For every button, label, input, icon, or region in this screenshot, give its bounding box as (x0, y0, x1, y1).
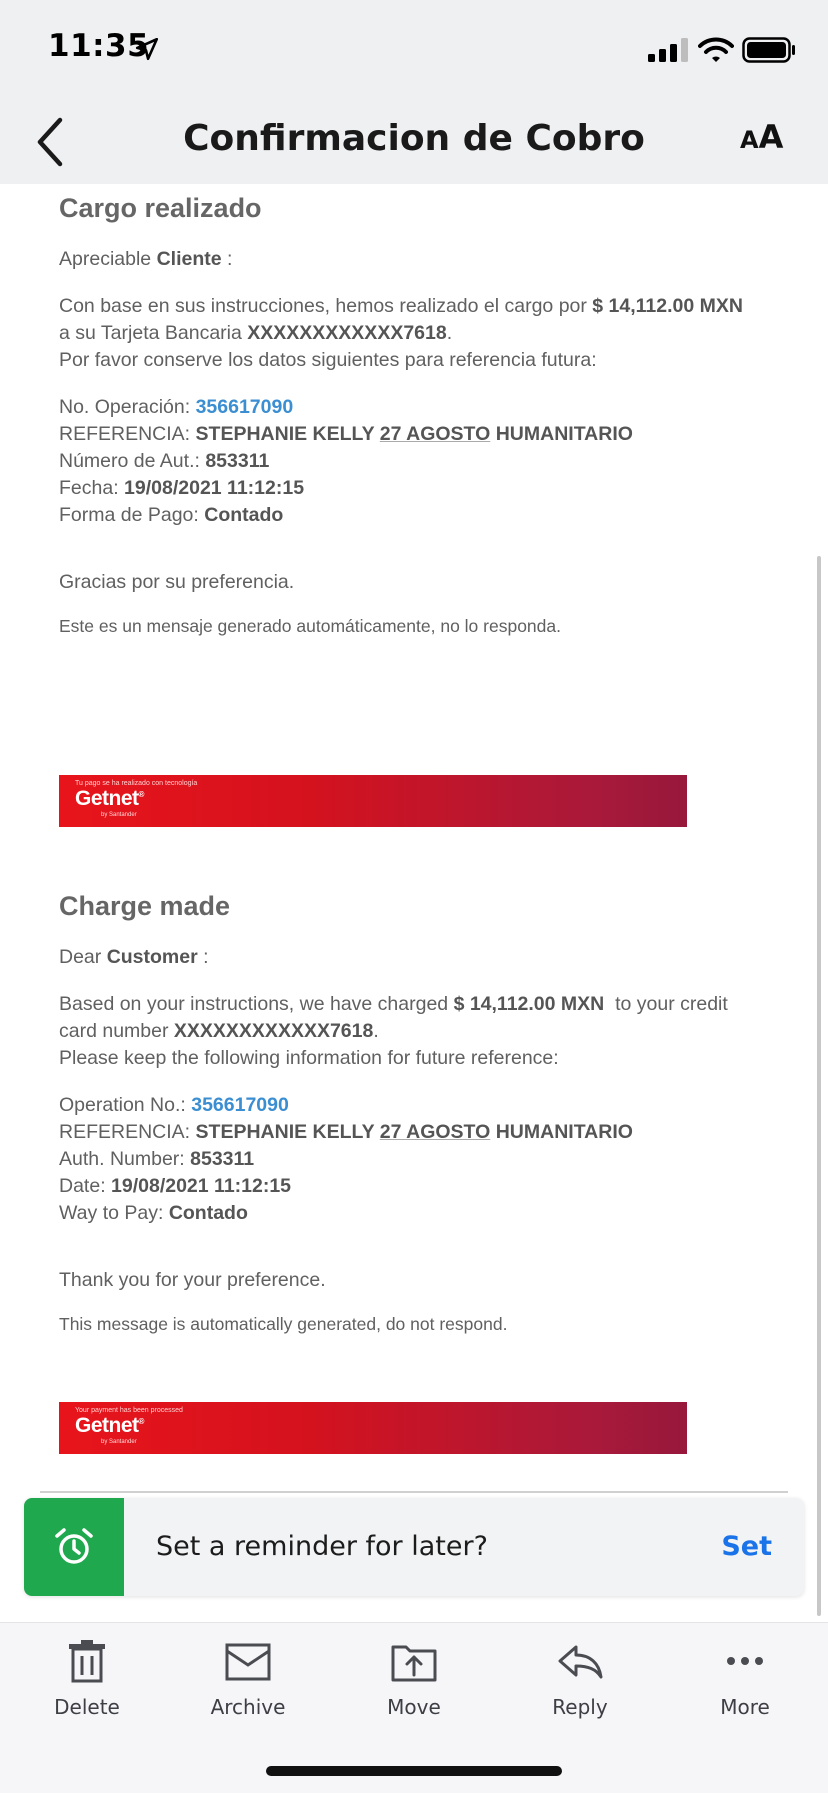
auth-label: Auth. Number: (59, 1148, 191, 1170)
date-label: Date: (59, 1175, 112, 1197)
heading-es: Cargo realizado (59, 193, 262, 223)
greeting-prefix: Dear (59, 946, 107, 968)
date-value: 19/08/2021 11:12:15 (111, 1175, 292, 1197)
text-size-button[interactable] (740, 118, 783, 156)
charge-paragraph-en (59, 991, 759, 1072)
reference-part-3: HUMANITARIO (490, 1121, 633, 1143)
more-dots-icon (721, 1639, 769, 1683)
home-indicator[interactable] (266, 1766, 562, 1776)
auto-message-en: This message is automatically generated, do not respond. (59, 1314, 508, 1334)
trash-icon (67, 1639, 107, 1683)
operation-label: Operation No.: (59, 1094, 192, 1116)
getnet-banner-en (59, 1402, 687, 1454)
archive-button[interactable] (188, 1639, 308, 1719)
email-body-english (59, 888, 759, 1338)
greeting-suffix: : (197, 946, 209, 968)
payment-value: Contado (204, 504, 284, 526)
reminder-icon-box (24, 1498, 124, 1596)
page-title: Confirmacion de Cobro (183, 118, 645, 159)
move-label: Move (387, 1695, 441, 1719)
charge-text-4: Por favor conserve los datos siguientes para referencia futura: (59, 349, 597, 371)
thanks-es: Gracias por su preferencia. (59, 571, 295, 593)
reply-button[interactable] (520, 1639, 640, 1719)
greeting-en (59, 944, 759, 971)
charge-text-2: a su Tarjeta Bancaria (59, 322, 248, 344)
thanks-en: Thank you for your preference. (59, 1269, 326, 1291)
archive-icon (224, 1639, 272, 1683)
charge-text-3: . (446, 322, 453, 344)
date-label: Fecha: (59, 477, 125, 499)
location-arrow-icon (134, 36, 160, 62)
charge-text-2: to your credit card number (59, 993, 734, 1042)
reference-date-link[interactable]: 27 AGOSTO (379, 1121, 491, 1143)
charge-text-1: Con base en sus instrucciones, hemos realizado el cargo por (59, 295, 593, 317)
card-number: XXXXXXXXXXXX7618 (247, 322, 447, 344)
more-label: More (720, 1695, 770, 1719)
payment-label: Forma de Pago: (59, 504, 205, 526)
delete-label: Delete (54, 1695, 120, 1719)
getnet-logo-text: Getnet (75, 787, 139, 810)
reference-label: REFERENCIA: (59, 423, 196, 445)
wifi-icon (698, 36, 734, 64)
getnet-logo: Getnet® (75, 1414, 144, 1437)
banner-tagline: Your payment has been processed (75, 1407, 183, 1414)
auth-number: 853311 (190, 1148, 255, 1170)
greeting-suffix: : (221, 248, 233, 270)
reference-part-3: HUMANITARIO (490, 423, 633, 445)
banner-by-santander: by Santander (101, 1439, 137, 1445)
banner-by-santander: by Santander (101, 812, 137, 818)
details-es (59, 394, 759, 529)
auth-label: Número de Aut.: (59, 450, 206, 472)
charge-paragraph-es (59, 293, 759, 374)
charge-amount: $ 14,112.00 MXN (453, 993, 605, 1015)
cellular-signal-icon (648, 38, 692, 62)
getnet-logo-text: Getnet (75, 1414, 139, 1437)
reference-date-link[interactable]: 27 AGOSTO (379, 423, 491, 445)
archive-label: Archive (210, 1695, 286, 1719)
banner-tagline: Tu pago se ha realizado con tecnología (75, 780, 198, 787)
auto-message-es: Este es un mensaje generado automáticamente, no lo responda. (59, 616, 561, 636)
greeting-es (59, 246, 759, 273)
status-time: 11:35 (48, 28, 150, 64)
operation-number-link[interactable]: 356617090 (191, 1094, 289, 1116)
reply-arrow-icon (556, 1639, 604, 1683)
greeting-name: Cliente (156, 248, 222, 270)
greeting-prefix: Apreciable (59, 248, 157, 270)
text-size-small-a: A (740, 126, 759, 154)
operation-label: No. Operación: (59, 396, 196, 418)
operation-number-link[interactable]: 356617090 (195, 396, 294, 418)
alarm-clock-icon (54, 1527, 94, 1567)
charge-amount: $ 14,112.00 MXN (592, 295, 743, 317)
auth-number: 853311 (205, 450, 270, 472)
scrollbar[interactable] (817, 556, 821, 1616)
battery-icon (742, 37, 796, 63)
reference-part-1: STEPHANIE KELLY (195, 423, 380, 445)
reply-label: Reply (552, 1695, 608, 1719)
reminder-text: Set a reminder for later? (156, 1531, 488, 1562)
more-button[interactable] (685, 1639, 805, 1719)
card-number: XXXXXXXXXXXX7618 (173, 1020, 374, 1042)
move-folder-icon (390, 1639, 438, 1683)
reference-part-1: STEPHANIE KELLY (195, 1121, 380, 1143)
heading-en: Charge made (59, 891, 231, 921)
charge-text-3: . (373, 1020, 379, 1042)
reference-label: REFERENCIA: (59, 1121, 196, 1143)
reminder-card (24, 1498, 804, 1596)
move-button[interactable] (354, 1639, 474, 1719)
text-size-large-a: A (758, 118, 784, 156)
getnet-banner-es (59, 775, 687, 827)
email-body (59, 190, 759, 640)
charge-text-4: Please keep the following information for future reference: (59, 1047, 559, 1069)
set-reminder-button[interactable]: Set (721, 1531, 772, 1562)
details-en (59, 1092, 759, 1227)
payment-value: Contado (168, 1202, 248, 1224)
delete-button[interactable] (27, 1639, 147, 1719)
date-value: 19/08/2021 11:12:15 (124, 477, 305, 499)
greeting-name: Customer (106, 946, 198, 968)
top-bar (0, 0, 828, 184)
charge-text-1: Based on your instructions, we have charged (59, 993, 454, 1015)
divider (40, 1491, 788, 1493)
getnet-logo: Getnet® (75, 787, 144, 810)
payment-label: Way to Pay: (59, 1202, 169, 1224)
